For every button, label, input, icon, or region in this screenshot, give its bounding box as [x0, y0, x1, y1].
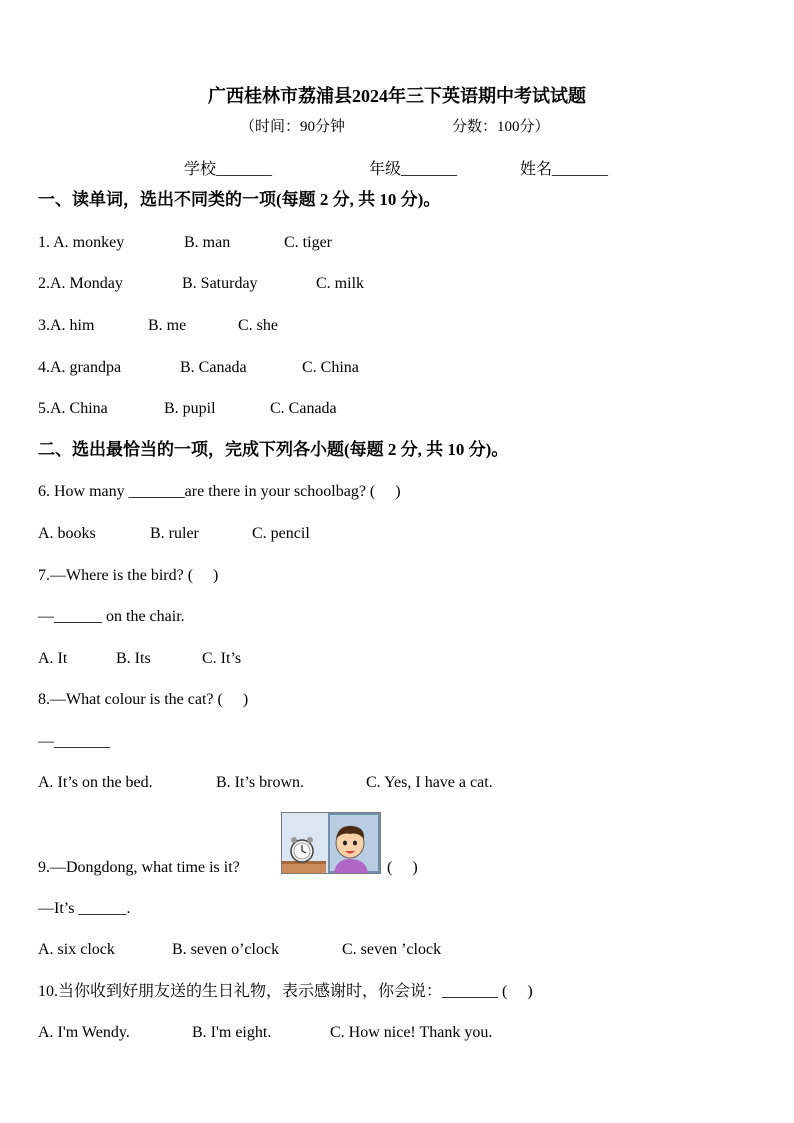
q4-option-c: C. China	[302, 359, 359, 376]
q1-option-c: C. tiger	[284, 234, 332, 251]
q9-option-b: B. seven o’clock	[172, 941, 280, 958]
school-field: 学校_______	[184, 161, 273, 178]
q8-option-b: B. It’s brown.	[216, 774, 304, 791]
q7-stem: 7.—Where is the bird? ( )	[38, 567, 219, 584]
q7-reply: —______ on the chair.	[38, 608, 185, 625]
q3-option-a: 3.A. him	[38, 317, 95, 334]
grade-field: 年级_______	[369, 161, 458, 178]
q4-option-b: B. Canada	[180, 359, 247, 376]
section2-heading: 二、选出最恰当的一项，完成下列各小题(每题 2 分, 共 10 分)。	[38, 440, 509, 459]
q6-option-c: C. pencil	[252, 525, 310, 542]
section1-heading: 一、读单词，选出不同类的一项(每题 2 分, 共 10 分)。	[38, 190, 441, 209]
q6-stem: 6. How many _______are there in your schoolbag? ( )	[38, 483, 401, 500]
q10-stem: 10.当你收到好朋友送的生日礼物，表示感谢时，你会说：_______ ( )	[38, 983, 533, 1000]
q6-option-a: A. books	[38, 525, 96, 542]
q9-option-a: A. six clock	[38, 941, 115, 958]
clock-boy-picture	[282, 813, 380, 873]
q8-option-a: A. It’s on the bed.	[38, 774, 153, 791]
q7-option-b: B. Its	[116, 650, 151, 667]
q10-option-b: B. I'm eight.	[192, 1024, 272, 1041]
q1-option-a: 1. A. monkey	[38, 234, 125, 251]
q8-reply: —_______	[38, 733, 110, 750]
q1-option-b: B. man	[184, 234, 231, 251]
q6-option-b: B. ruler	[150, 525, 199, 542]
q3-option-b: B. me	[148, 317, 187, 334]
q9-reply: —It’s ______.	[38, 900, 131, 917]
exam-title: 广西桂林市荔浦县2024年三下英语期中考试试题	[208, 86, 586, 106]
q9-stem: 9.—Dongdong, what time is it?	[38, 859, 240, 876]
q10-option-a: A. I'm Wendy.	[38, 1024, 130, 1041]
q10-option-c: C. How nice! Thank you.	[330, 1024, 493, 1041]
q4-option-a: 4.A. grandpa	[38, 359, 122, 376]
q3-option-c: C. she	[238, 317, 278, 334]
q8-stem: 8.—What colour is the cat? ( )	[38, 691, 249, 708]
q9-paren: ( )	[387, 859, 418, 876]
q2-option-c: C. milk	[316, 275, 365, 292]
q5-option-c: C. Canada	[270, 400, 337, 417]
q7-option-a: A. It	[38, 650, 68, 667]
clock-boy-illustration	[281, 812, 381, 874]
q5-option-b: B. pupil	[164, 400, 216, 417]
q5-option-a: 5.A. China	[38, 400, 108, 417]
q7-option-c: C. It’s	[202, 650, 242, 667]
name-field: 姓名_______	[520, 161, 609, 178]
q2-option-b: B. Saturday	[182, 275, 258, 292]
q9-option-c: C. seven ’clock	[342, 941, 442, 958]
exam-time: （时间：90分钟	[240, 119, 346, 135]
exam-score: 分数：100分）	[452, 119, 550, 135]
q8-option-c: C. Yes, I have a cat.	[366, 774, 493, 791]
q2-option-a: 2.A. Monday	[38, 275, 123, 292]
